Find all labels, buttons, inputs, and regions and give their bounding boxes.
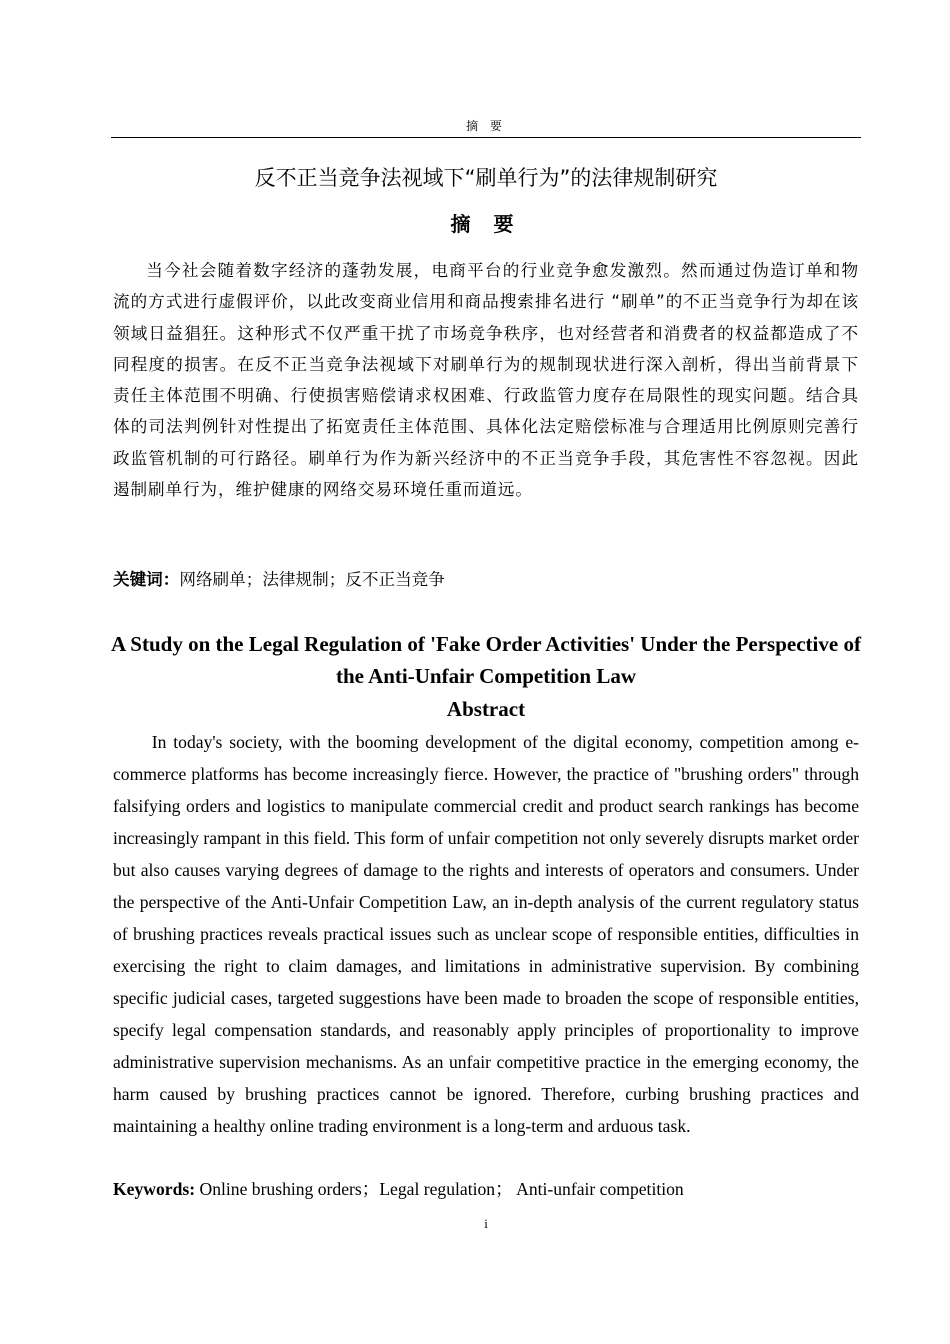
page-number: i bbox=[484, 1216, 488, 1231]
chinese-title: 反不正当竞争法视域下“刷单行为”的法律规制研究 bbox=[254, 166, 718, 190]
running-header: 摘 要 bbox=[466, 119, 506, 133]
chinese-abstract-body: 当今社会随着数字经济的蓬勃发展，电商平台的行业竞争愈发激烈。然而通过伪造订单和物流的方式进行虚假评价，以此改变商业信用和商品搜索排名进行 “刷单”的不正当竞争行为却在该领域日益猖狂。这种形式不仅严重干扰了市场竞争秩序，也对经营者和消费者的权益都造成了不同程度的损害。在反不正当竞争法视域下对刷单行为的规制现状进行深入剖析，得出当前背景下责任主体范围不明确、行使损害赔偿请求权困难、行政监管力度存在局限性的现实问题。结合具体的司法判例针对性提出了拓宽责任主体范围、具体化法定赔偿标准与合理适用比例原则完善行政监管机制的可行路径。刷单行为作为新兴经济中的不正当竞争手段，其危害性不容忽视。因此遏制刷单行为，维护健康的网络交易环境任重而道远。 bbox=[113, 261, 859, 500]
english-title: A Study on the Legal Regulation of 'Fake Order Activities' Under the Perspective of the Anti-Unfair Competition Law bbox=[111, 632, 861, 688]
english-keywords-label: Keywords: bbox=[113, 1179, 196, 1199]
english-abstract-body: In today's society, with the booming development of the digital economy, competition among e-commerce platforms has become increasingly fierce. However, the practice of "brushing orders" through falsifying orders and logistics to manipulate commercial credit and product search rankings has become increasingly rampant in this field. This form of unfair competition not only severely disrupts market order but also causes varying degrees of damage to the rights and interests of operators and consumers. Under the perspective of the Anti-Unfair Competition Law, an in-depth analysis of the current regulatory status of brushing practices reveals practical issues such as unclear scope of responsible entities, difficulties in exercising the right to claim damages, and limitations in administrative supervision. By combining specific judicial cases, targeted suggestions have been made to broaden the scope of responsible entities, specify legal compensation standards, and reasonably apply principles of proportionality to improve administrative supervision mechanisms. As an unfair competitive practice in the emerging economy, the harm caused by brushing practices cannot be ignored. Therefore, curbing brushing practices and maintaining a healthy online trading environment is a long-term and arduous task. bbox=[113, 732, 859, 1136]
english-keywords bbox=[113, 1173, 859, 1205]
header-rule bbox=[111, 137, 861, 138]
chinese-keywords-value: 网络刷单；法律规制；反不正当竞争 bbox=[179, 570, 445, 589]
chinese-keywords bbox=[113, 565, 859, 595]
english-keywords-value: Online brushing orders；Legal regulation； Anti-unfair competition bbox=[195, 1179, 684, 1199]
chinese-abstract-heading: 摘 要 bbox=[450, 212, 522, 236]
chinese-keywords-label: 关键词： bbox=[113, 570, 180, 589]
english-abstract-heading: Abstract bbox=[446, 697, 526, 721]
